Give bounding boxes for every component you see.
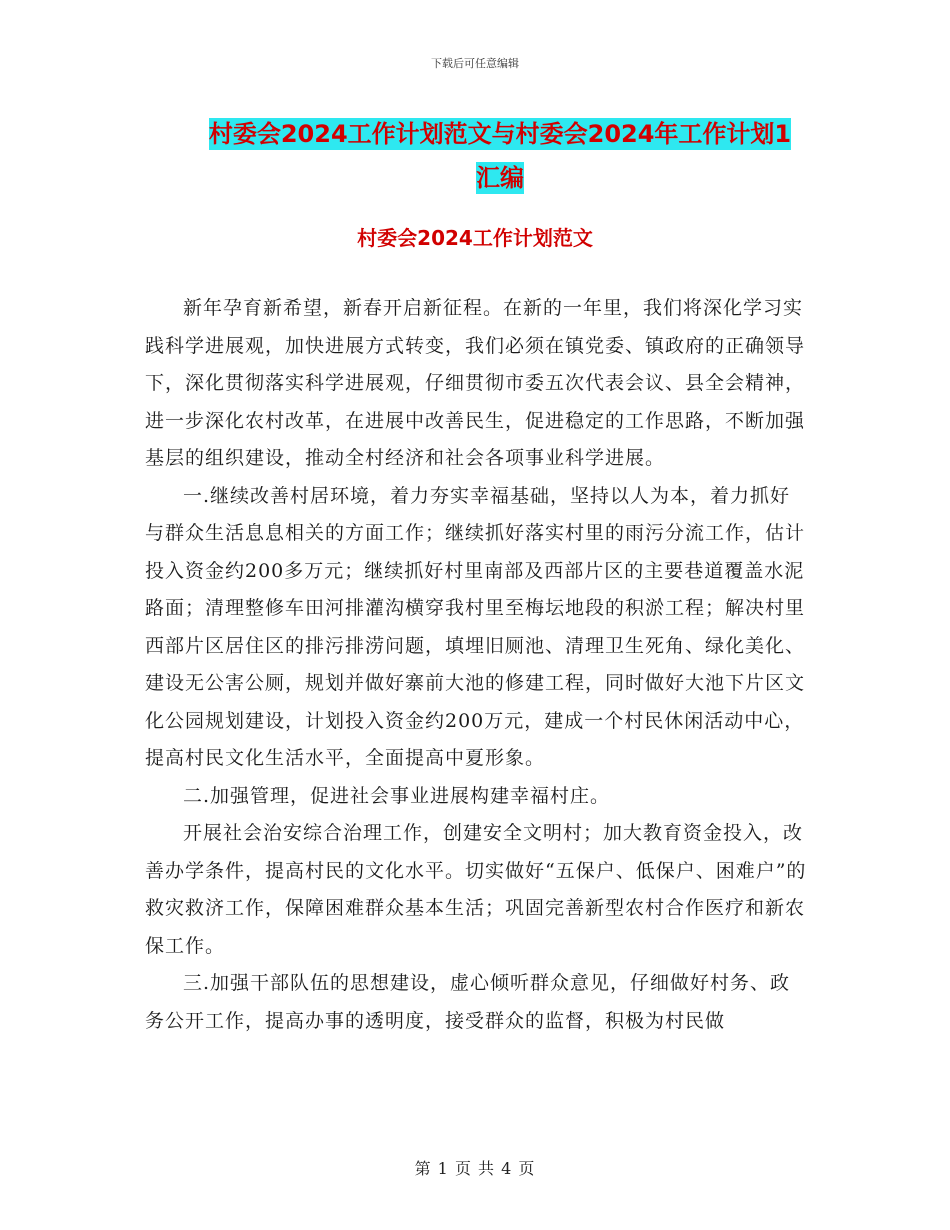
section-title: 村委会2024工作计划范文	[357, 226, 593, 250]
title-line-1: 村委会2024工作计划范文与村委会2024年工作计划1	[208, 120, 792, 148]
paragraph-point-3: 三.加强干部队伍的思想建设，虚心倾听群众意见，仔细做好村务、政务公开工作，提高办事的透明度，接受群众的监督，积极为村民做	[145, 972, 791, 1032]
paragraph-point-1: 一.继续改善村居环境，着力夯实幸福基础，坚持以人为本，着力抓好与群众生活息息相关的方面工作；继续抓好落实村里的雨污分流工作，估计投入资金约200多万元；继续抓好村里南部及西部片区的主要巷道覆盖水泥路面；清理整修车田河排灌沟横穿我村里至梅坛地段的积淤工程；解决村里西部片区居住区的排污排涝问题，填埋旧厕池、清理卫生死角、绿化美化、建设无公害公厕，规划并做好寨前大池的修建工程，同时做好大池下片区文化公园规划建设，计划投入资金约200万元，建成一个村民休闲活动中心，提高村民文化生活水平，全面提高中夏形象。	[145, 484, 806, 769]
document-body	[145, 290, 810, 1040]
title-line-2: 汇编	[476, 164, 524, 192]
paragraph-point-2-body: 开展社会治安综合治理工作，创建安全文明村；加大教育资金投入，改善办学条件，提高村民的文化水平。切实做好“五保户、低保户、困难户”的救灾救济工作，保障困难群众基本生活；巩固完善新型农村合作医疗和新农保工作。	[145, 822, 807, 957]
paragraph-point-2-heading: 二.加强管理，促进社会事业进展构建幸福村庄。	[183, 784, 611, 807]
page-footer: 第 1 页 共 4 页	[414, 1159, 536, 1178]
header-note: 下载后可任意编辑	[431, 57, 519, 70]
document-title	[140, 112, 860, 200]
paragraph-intro: 新年孕育新希望，新春开启新征程。在新的一年里，我们将深化学习实践科学进展观，加快进展方式转变，我们必须在镇党委、镇政府的正确领导下，深化贯彻落实科学进展观，仔细贯彻市委五次代表会议、县全会精神，进一步深化农村改革，在进展中改善民生，促进稳定的工作思路，不断加强基层的组织建设，推动全村经济和社会各项事业科学进展。	[145, 297, 806, 469]
